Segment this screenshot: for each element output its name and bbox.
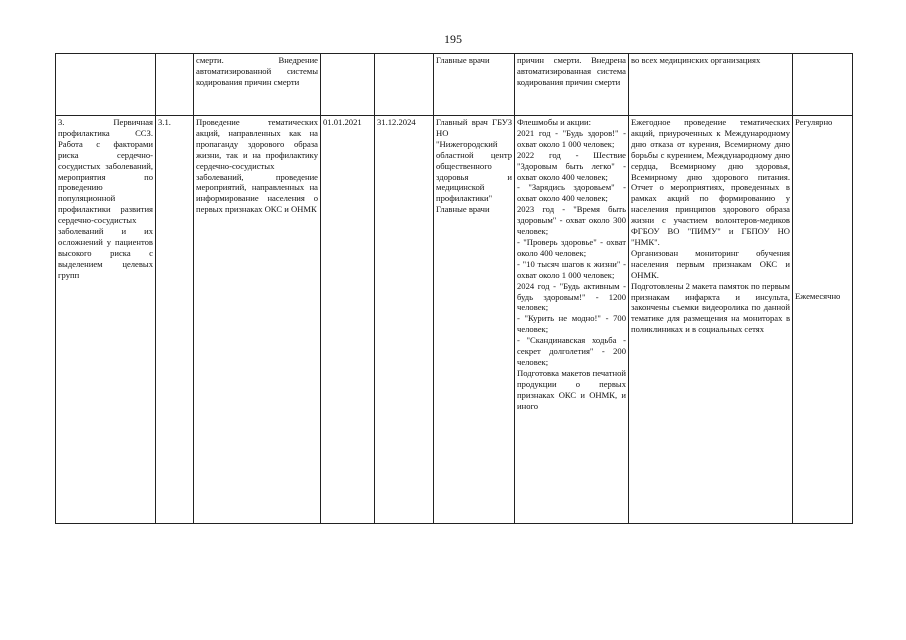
- responsible-others: Главные врачи: [436, 204, 490, 215]
- cell-end-date: 31.12.2024: [375, 116, 434, 524]
- page-number: 195: [444, 32, 462, 46]
- cell-frequency: [793, 54, 853, 116]
- outcome-monitoring: Организован мониторинг обучения населения первым признакам ОКС и ОНМК.: [631, 247, 790, 280]
- cell-task: 3. Первичная профилактика ССЗ. Работа с факторами риска сердечно-сосудистых заболеваний, мероприятия по проведению популяционной профилактики развития сердечно-сосудистых заболеваний и их осложнений у пациентов высокого риска с выделением целевых групп: [56, 116, 156, 524]
- frequency-regular: Регулярно: [795, 117, 833, 127]
- outcome-leaflets: Подготовлены 2 макета памяток по первым признакам инфаркта и инсульта, закончены съемки видеоролика по данной тематике для размещения на мониторах в поликлиниках и в социальных сетях: [631, 280, 790, 335]
- outcome-actions: Ежегодное проведение тематических акций, приуроченных к Международному дню отказа от курения, Всемирному дню борьбы с курением, Международному дню сердца, Всемирному дню здоровья, Всемирному дню здорового питания. Отчет о мероприятиях, проведенных в рамках акций по формированию у населения принципов здорового образа жизни с участием волонтеров-медиков ФГБОУ ВО "ПИМУ" и ГБПОУ НО "НМК".: [631, 117, 790, 247]
- cell-frequency: [793, 116, 853, 524]
- cell-activity: Проведение тематических акций, направленных как на пропаганду здорового образа жизни, так и на профилактику сердечно-сосудистых заболеваний, проведение мероприятий, направленных на информирование населения о первых признаках ОКС и ОНМК: [194, 116, 321, 524]
- cell-outcome: во всех медицинских организациях: [629, 54, 793, 116]
- table-row-3-1: [56, 116, 853, 524]
- cell-result: причин смерти. Внедрена автоматизированная система кодирования причин смерти: [515, 54, 629, 116]
- cell-task: [56, 54, 156, 116]
- cell-outcome: [629, 116, 793, 524]
- cell-responsible: Главные врачи: [434, 54, 515, 116]
- cell-end-date: [375, 54, 434, 116]
- cell-activity: смерти. Внедрение автоматизированной системы кодирования причин смерти: [194, 54, 321, 116]
- table-row-continued: [56, 54, 853, 116]
- cell-start-date: [321, 54, 375, 116]
- frequency-monthly: Ежемесячно: [795, 290, 841, 301]
- cell-result: Флешмобы и акции: 2021 год - "Будь здоров!" - охват около 1 000 человек; 2022 год - Шествие "Здоровым быть легко" - охват около 400 человек; - "Зарядись здоровьем" - охват около 400 человек; 2023 год - "Время быть здоровым" - охват около 300 человек; - "Проверь здоровье" - охват около 400 человек; - "10 тысяч шагов к жизни" - охват около 1 000 человек; 2024 год - "Будь активным - будь здоровым!" - 1200 человек; - "Курить не модно!" - 700 человек; - "Скандинавская ходьба - секрет долголетия" - 200 человек; Подготовка макетов печатной продукции о первых признаках ОКС и ОНМК, и иного: [515, 116, 629, 524]
- cell-responsible: [434, 116, 515, 524]
- responsible-main: Главный врач ГБУЗ НО "Нижегородский областной центр общественного здоровья и медицинской профилактики": [436, 117, 512, 204]
- activities-table: [55, 53, 853, 524]
- cell-number: 3.1.: [156, 116, 194, 524]
- cell-start-date: 01.01.2021: [321, 116, 375, 524]
- cell-number: [156, 54, 194, 116]
